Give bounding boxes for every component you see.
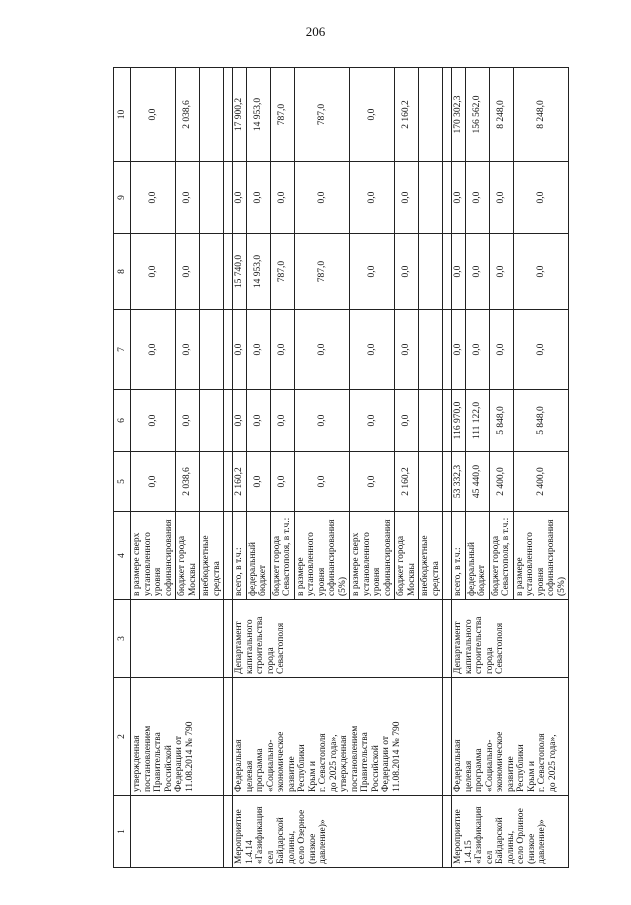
spacer-cell — [443, 452, 452, 512]
empty-cell — [131, 796, 224, 868]
value-cell: 5 848,0 — [513, 390, 569, 452]
value-cell: 0,0 — [294, 310, 350, 390]
table-row — [233, 68, 247, 868]
spacer-cell — [443, 390, 452, 452]
page-number: 206 — [305, 24, 326, 39]
spacer-cell — [443, 162, 452, 234]
value-cell: 2 038,6 — [176, 68, 200, 162]
program-basis: утвержденная постановлением Правительства Российской Федерации от 11.08.2014 № 790 — [132, 721, 195, 792]
funding-source-label: бюджет города Москвы — [177, 535, 198, 596]
value-cell: 14 953,0 — [246, 68, 270, 162]
value-cell: 0,0 — [131, 234, 176, 310]
spacer-cell — [224, 390, 233, 452]
table-body — [114, 68, 569, 868]
funding-source-cell — [176, 512, 200, 600]
value-cell — [200, 452, 224, 512]
spacer-cell — [224, 512, 233, 600]
value-cell — [419, 234, 443, 310]
spacer-cell — [224, 310, 233, 390]
column-number-header: 8 — [114, 234, 131, 310]
value-cell: 0,0 — [395, 162, 419, 234]
spacer-cell — [443, 600, 452, 678]
value-cell: 0,0 — [176, 162, 200, 234]
value-cell: 2 160,2 — [395, 452, 419, 512]
value-cell: 0,0 — [246, 162, 270, 234]
responsible-department: Департамент капитального строительства города Севастополя — [234, 616, 286, 674]
spacer-cell — [224, 678, 233, 796]
funding-source-cell — [452, 512, 466, 600]
value-cell: 787,0 — [294, 68, 350, 162]
value-cell: 0,0 — [131, 68, 176, 162]
funding-source-label: в размере установленного уровня софинансирования (5%) — [295, 519, 348, 596]
spacer-cell — [224, 600, 233, 678]
value-cell: 0,0 — [270, 310, 294, 390]
value-cell: 0,0 — [513, 234, 569, 310]
value-cell: 787,0 — [270, 234, 294, 310]
responsible-department: Департамент капитального строительства города Севастополя — [453, 616, 505, 674]
value-cell: 0,0 — [131, 162, 176, 234]
value-cell: 8 248,0 — [513, 68, 569, 162]
funding-source-cell — [465, 512, 489, 600]
value-cell: 0,0 — [452, 162, 466, 234]
value-cell: 0,0 — [350, 234, 395, 310]
value-cell: 15 740,0 — [233, 234, 247, 310]
funding-source-cell — [513, 512, 569, 600]
value-cell — [419, 390, 443, 452]
value-cell — [200, 390, 224, 452]
value-cell: 0,0 — [270, 452, 294, 512]
value-cell: 0,0 — [513, 162, 569, 234]
funding-source-label: федеральный бюджет — [466, 542, 487, 596]
spacer-row — [224, 68, 233, 868]
value-cell: 2 160,2 — [395, 68, 419, 162]
value-cell: 0,0 — [489, 310, 513, 390]
value-cell: 0,0 — [176, 390, 200, 452]
spacer-cell — [224, 234, 233, 310]
value-cell: 5 848,0 — [489, 390, 513, 452]
spacer-cell — [443, 512, 452, 600]
value-cell: 0,0 — [233, 390, 247, 452]
value-cell: 2 400,0 — [489, 452, 513, 512]
value-cell: 2 038,6 — [176, 452, 200, 512]
value-cell: 0,0 — [489, 162, 513, 234]
value-cell: 0,0 — [246, 310, 270, 390]
value-cell: 111 122,0 — [465, 390, 489, 452]
value-cell: 0,0 — [465, 234, 489, 310]
value-cell: 156 562,0 — [465, 68, 489, 162]
funding-source-cell — [233, 512, 247, 600]
value-cell: 0,0 — [270, 390, 294, 452]
funding-source-label: бюджет города Севастополя, в т.ч.: — [271, 517, 292, 596]
spacer-cell — [443, 68, 452, 162]
value-cell — [200, 68, 224, 162]
value-cell: 787,0 — [270, 68, 294, 162]
value-cell: 0,0 — [465, 162, 489, 234]
funding-source-cell — [246, 512, 270, 600]
value-cell: 0,0 — [452, 234, 466, 310]
value-cell: 0,0 — [350, 452, 395, 512]
value-cell: 116 970,0 — [452, 390, 466, 452]
empty-cell — [131, 600, 224, 678]
rotated-table-container — [113, 68, 567, 868]
funding-source-label: внебюджетные средства — [420, 535, 441, 596]
column-number-header: 7 — [114, 310, 131, 390]
value-cell: 0,0 — [395, 390, 419, 452]
funding-source-label: в размере сверх установленного уровня софинансирования — [132, 519, 174, 596]
funding-source-cell — [131, 512, 176, 600]
value-cell: 0,0 — [233, 310, 247, 390]
spacer-cell — [224, 162, 233, 234]
responsible-department-cell — [452, 600, 569, 678]
value-cell: 787,0 — [294, 234, 350, 310]
program-basis-cell — [452, 678, 569, 796]
value-cell: 0,0 — [246, 452, 270, 512]
table-rotation-frame — [113, 68, 567, 868]
value-cell: 17 900,2 — [233, 68, 247, 162]
funding-source-cell — [489, 512, 513, 600]
table-row — [131, 68, 176, 868]
value-cell: 0,0 — [350, 162, 395, 234]
spacer-cell — [224, 68, 233, 162]
spacer-row — [443, 68, 452, 868]
value-cell: 0,0 — [452, 310, 466, 390]
spacer-cell — [443, 678, 452, 796]
table-row — [452, 68, 466, 868]
funding-source-label: всего, в т.ч.: — [234, 547, 244, 596]
value-cell: 0,0 — [395, 310, 419, 390]
budget-table — [113, 67, 569, 868]
value-cell: 170 302,3 — [452, 68, 466, 162]
value-cell: 0,0 — [270, 162, 294, 234]
funding-source-label: всего, в т.ч.: — [453, 547, 463, 596]
column-number-header: 10 — [114, 68, 131, 162]
value-cell: 2 160,2 — [233, 452, 247, 512]
funding-source-cell — [419, 512, 443, 600]
value-cell: 0,0 — [131, 452, 176, 512]
measure-name: Мероприятие 1.4.15 «Газификация сел Байдарской долины, село Орлиное (низкое давление)» — [453, 806, 547, 864]
funding-source-cell — [294, 512, 350, 600]
funding-source-cell — [200, 512, 224, 600]
value-cell: 0,0 — [131, 390, 176, 452]
value-cell: 53 332,3 — [452, 452, 466, 512]
spacer-cell — [443, 796, 452, 868]
value-cell: 0,0 — [465, 310, 489, 390]
value-cell: 0,0 — [294, 452, 350, 512]
value-cell: 2 400,0 — [513, 452, 569, 512]
header-row — [114, 68, 131, 868]
value-cell — [419, 68, 443, 162]
funding-source-label: бюджет города Севастополя, в т.ч.: — [490, 517, 511, 596]
value-cell: 0,0 — [176, 310, 200, 390]
column-number-header: 4 — [114, 512, 131, 600]
value-cell: 0,0 — [513, 310, 569, 390]
measure-name-cell — [233, 796, 443, 868]
funding-source-cell — [395, 512, 419, 600]
column-number-header: 2 — [114, 678, 131, 796]
spacer-cell — [224, 452, 233, 512]
measure-name: Мероприятие 1.4.14 «Газификация сел Байдарской долины, село Озерное (низкое давление)» — [234, 806, 328, 864]
value-cell — [419, 162, 443, 234]
funding-source-cell — [350, 512, 395, 600]
funding-source-label: в размере установленного уровня софинансирования (5%) — [514, 519, 567, 596]
value-cell — [419, 310, 443, 390]
value-cell — [419, 452, 443, 512]
value-cell: 0,0 — [350, 390, 395, 452]
value-cell: 0,0 — [294, 390, 350, 452]
funding-source-label: федеральный бюджет — [247, 542, 268, 596]
column-number-header: 6 — [114, 390, 131, 452]
value-cell — [200, 234, 224, 310]
funding-source-label: бюджет города Москвы — [396, 535, 417, 596]
column-number-header: 1 — [114, 796, 131, 868]
program-basis-cell — [233, 678, 443, 796]
column-number-header: 3 — [114, 600, 131, 678]
funding-source-cell — [270, 512, 294, 600]
program-basis: Федеральная целевая программа «Социально- экономическое развитие Республики Крым и г. Севастополя до 2025 года», — [453, 731, 558, 792]
spacer-cell — [224, 796, 233, 868]
column-number-header: 9 — [114, 162, 131, 234]
value-cell: 0,0 — [233, 162, 247, 234]
value-cell: 45 440,0 — [465, 452, 489, 512]
value-cell: 0,0 — [176, 234, 200, 310]
value-cell: 0,0 — [131, 310, 176, 390]
value-cell: 0,0 — [395, 234, 419, 310]
spacer-cell — [443, 310, 452, 390]
value-cell: 0,0 — [294, 162, 350, 234]
funding-source-label: внебюджетные средства — [201, 535, 222, 596]
value-cell: 0,0 — [350, 68, 395, 162]
value-cell — [200, 310, 224, 390]
value-cell: 0,0 — [350, 310, 395, 390]
program-basis: Федеральная целевая программа «Социально- экономическое развитие Республики Крым и г. Севастополя до 2025 года», утвержденная постановлением Правительства Российской Федерации от 11.08.2014 № 790 — [234, 721, 402, 792]
value-cell: 8 248,0 — [489, 68, 513, 162]
value-cell — [200, 162, 224, 234]
funding-source-label: в размере сверх установленного уровня софинансирования — [351, 519, 393, 596]
value-cell: 0,0 — [489, 234, 513, 310]
responsible-department-cell — [233, 600, 443, 678]
spacer-cell — [443, 234, 452, 310]
value-cell: 14 953,0 — [246, 234, 270, 310]
value-cell: 0,0 — [246, 390, 270, 452]
column-number-header: 5 — [114, 452, 131, 512]
program-basis-cell — [131, 678, 224, 796]
measure-name-cell — [452, 796, 569, 868]
